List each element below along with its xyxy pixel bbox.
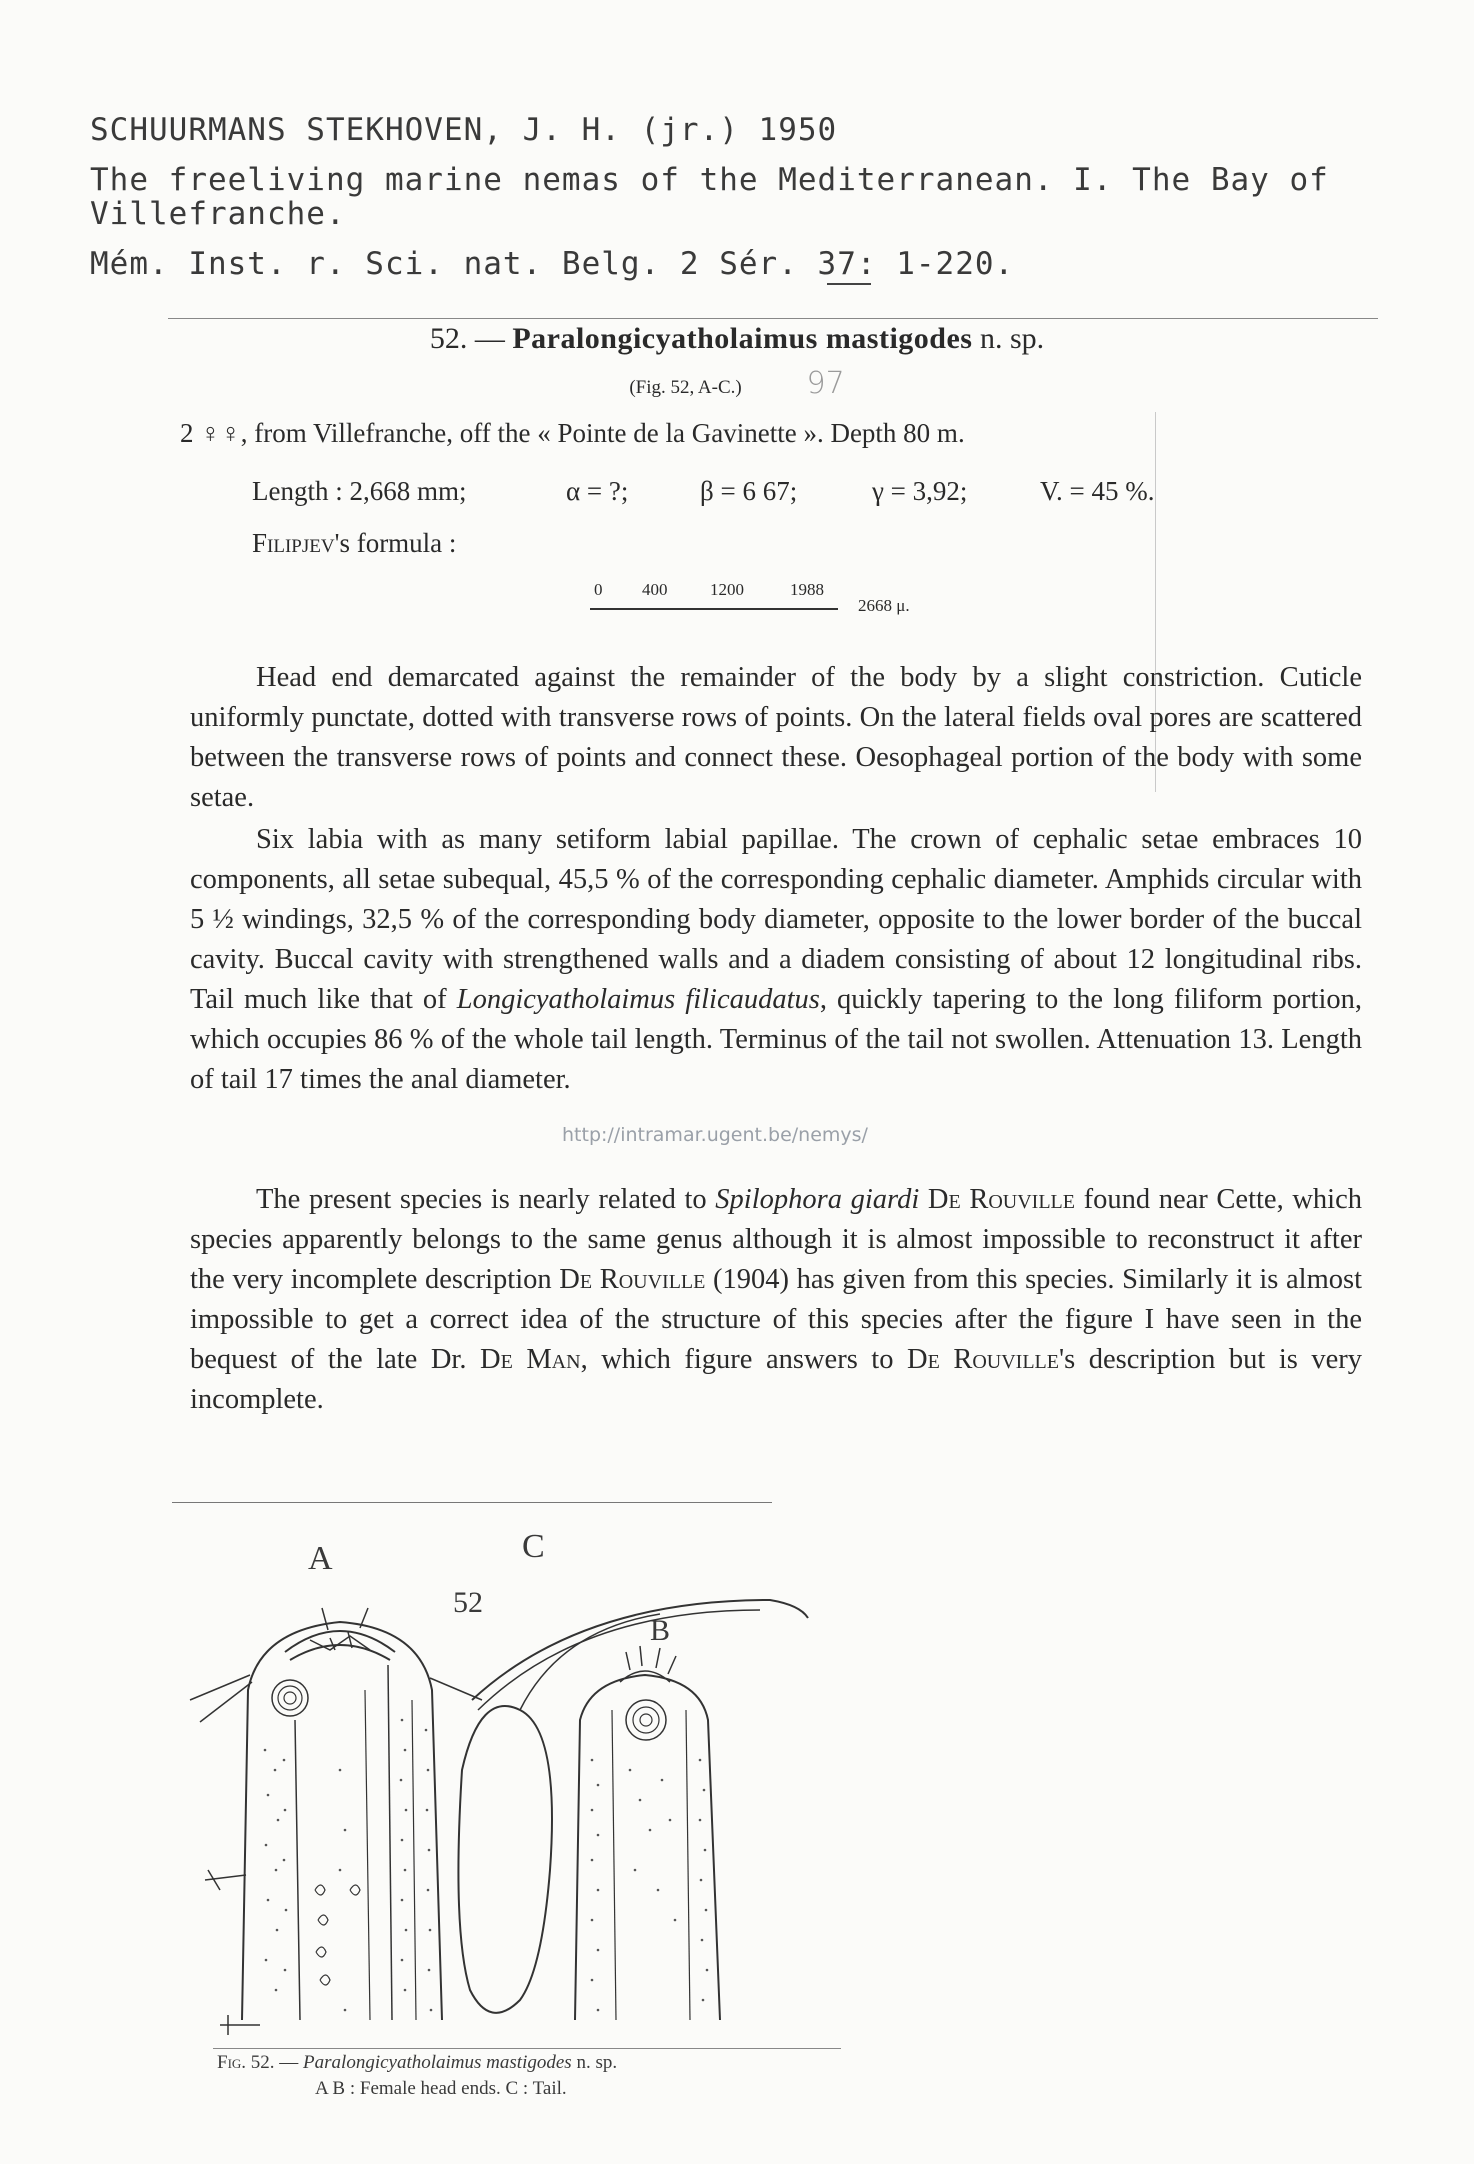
paragraph-3-text-c: (1904) has given from this species. Similarly it is almost impossible to get a correct idea of the structure of this species after the figure I have seen in the bequest of the late Dr. — [190, 1264, 1362, 1375]
caption-species: Paralongicyatholaimus mastigodes — [303, 2052, 572, 2073]
figure-label-c: C — [522, 1528, 545, 1565]
cuticle-punctation — [264, 1719, 709, 2012]
filipjev-formula — [590, 580, 838, 610]
measure-length: Length : 2,668 mm; — [252, 476, 467, 506]
paragraph-3-author-1: De Rouville — [927, 1184, 1075, 1215]
figure-label-b: B — [650, 1614, 671, 1647]
measure-v: V. = 45 %. — [1040, 476, 1155, 506]
formula-label-author: Filipjev — [252, 528, 335, 558]
watermark-url: http://intramar.ugent.be/nemys/ — [562, 1124, 868, 1146]
reference-title: The freeliving marine nemas of the Mediterranean. I. The Bay of — [90, 162, 1329, 198]
paragraph-3-author-3: De Man — [480, 1344, 581, 1375]
paragraph-1: Head end demarcated against the remainder of the body by a slight constriction. Cuticle uniformly punctate, dotted with transverse rows of points. On the lateral fields oval pores are scattered between the transverse rows of points and connect these. Oesophageal portion of the body with some setae. — [190, 662, 1362, 813]
paragraph-2-species-italic: Longicyatholaimus filicaudatus — [456, 984, 820, 1015]
nematode-figure — [180, 1570, 900, 2040]
formula-value-3: 1988 — [790, 580, 824, 599]
figure-b-head-drawing — [575, 1646, 720, 2020]
figure-a-head-drawing — [190, 1608, 482, 2035]
paragraph-2 — [190, 820, 1362, 1100]
paragraph-3-author-4: De Rouville — [907, 1344, 1059, 1375]
paragraph-2-text-a: Six labia with as many setiform labial papillae. The crown of cephalic setae embraces 10 components, all setae subequal, 45,5 % of the corresponding cephalic diameter. Amphids circular with 5 ½ windings, 32,5 % of the corresponding body diameter, opposite to the lower border of the buccal cavity. Buccal cavity with strengthened walls and a diadem consisting of about 12 longitudinal ribs. Tail much like that of — [190, 824, 1362, 1015]
caption-prefix: Fig. 52. — — [217, 2052, 299, 2073]
formula-value-0: 0 — [594, 580, 603, 599]
figure-label-a: A — [308, 1540, 333, 1577]
figref-text: (Fig. 52, A-C.) — [629, 377, 742, 398]
species-suffix: n. sp. — [979, 322, 1045, 355]
figure-reference — [0, 366, 1474, 401]
measure-beta: β = 6 67; — [700, 476, 798, 506]
formula-value-2: 1200 — [710, 580, 744, 599]
formula-total: 2668 μ. — [858, 596, 910, 615]
species-name: Paralongicyatholaimus mastigodes — [512, 322, 973, 355]
figure-c-tail-drawing — [458, 1600, 808, 2013]
material-line: 2 ♀♀, from Villefranche, off the « Pointe de la Gavinette ». Depth 80 m. — [180, 418, 965, 448]
paragraph-3-species-italic: Spilophora giardi — [715, 1184, 920, 1215]
species-number: 52. — — [429, 322, 505, 355]
paragraph-3 — [190, 1180, 1362, 1420]
paragraph-3-text-e: 's description but is very incomplete. — [190, 1344, 1363, 1415]
paragraph-2-text-b: , quickly tapering to the long filiform portion, which occupies 86 % of the whole tail length. Terminus of the tail not swollen. Attenuation 13. Length of tail 17 times the anal diameter. — [190, 984, 1363, 1095]
measure-gamma: γ = 3,92; — [872, 476, 968, 506]
handwritten-page-note: 97 — [806, 366, 845, 401]
top-rule — [168, 318, 1378, 319]
caption-rule — [213, 2048, 841, 2049]
volume-underline — [827, 283, 871, 285]
caption-suffix: n. sp. — [576, 2052, 618, 2073]
formula-label-rest: 's formula : — [334, 528, 457, 558]
figure-number: 52 — [453, 1586, 483, 1619]
figure-caption-line1 — [217, 2052, 617, 2074]
measure-alpha: α = ?; — [566, 476, 629, 506]
formula-label — [252, 528, 456, 559]
species-heading — [0, 322, 1474, 356]
reference-journal: Mém. Inst. r. Sci. nat. Belg. 2 Sér. 37: 1-220. — [90, 246, 1015, 282]
formula-value-1: 400 — [642, 580, 668, 599]
paragraph-3-author-2: De Rouville — [559, 1264, 706, 1295]
paragraph-3-text-a: The present species is nearly related to — [256, 1184, 707, 1215]
figure-caption-line2: A B : Female head ends. C : Tail. — [315, 2078, 567, 2099]
paragraph-3-text-b: found near Cette, which species apparently belongs to the same genus although it is almost impossible to reconstruct it after the very incomplete description — [190, 1184, 1362, 1295]
formula-bar — [590, 608, 838, 610]
paragraph-3-text-d: , which figure answers to — [580, 1344, 894, 1375]
figure-rule — [172, 1502, 772, 1503]
reference-author-year: SCHUURMANS STEKHOVEN, J. H. (jr.) 1950 — [90, 112, 838, 148]
reference-title-cont: Villefranche. — [90, 196, 346, 232]
